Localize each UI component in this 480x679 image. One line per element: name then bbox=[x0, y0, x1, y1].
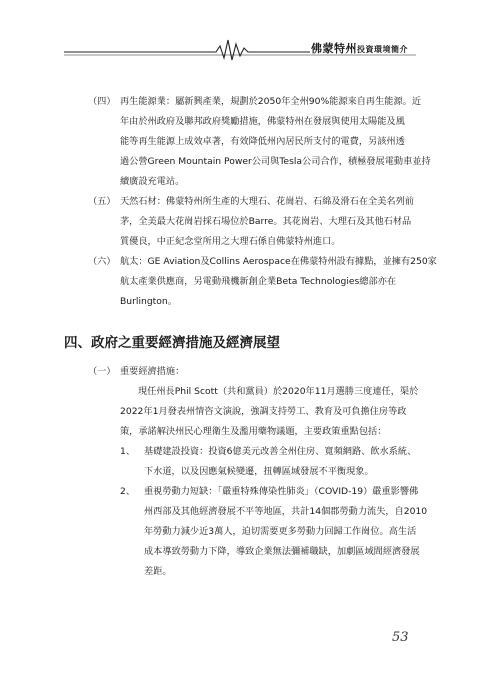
text-line: 茅，全美最大花崗岩採石場位於Barre。其花崗岩、大理石及其他石材品 bbox=[120, 216, 412, 227]
subsection-marker-1: （一） bbox=[88, 366, 116, 377]
text-line: 州西部及其他經濟發展不平等地區，共計14個郡勞動力流失，自2010 bbox=[144, 506, 428, 517]
section-marker-4: （四） bbox=[88, 96, 116, 107]
text-line: 策，承諾解決州民心理衛生及濫用藥物議題，主要政策重點包括： bbox=[120, 426, 387, 437]
header-title-main: 佛蒙特州 bbox=[311, 42, 357, 55]
header-title bbox=[311, 40, 408, 56]
section-marker-6: （六） bbox=[88, 256, 116, 267]
text-line: 基礎建設投資：投資6億美元改善全州住房、寬頻網路、飲水系統、 bbox=[144, 446, 417, 457]
chapter-heading: 四、政府之重要經濟措施及經濟展望 bbox=[64, 335, 280, 351]
header-title-sub: 投資環境簡介 bbox=[357, 45, 408, 54]
item-2-paragraph bbox=[144, 482, 427, 582]
section-4-paragraph bbox=[120, 92, 431, 192]
item-marker-1: 1、 bbox=[120, 446, 136, 457]
text-line: 下水道，以及因應氣候變遷，扭轉區域發展不平衡現象。 bbox=[144, 466, 374, 477]
text-line: 重視勞動力短缺：「嚴重特殊傳染性肺炎」（COVID-19）嚴重影響佛 bbox=[144, 486, 419, 497]
text-line: Burlington。 bbox=[120, 296, 177, 307]
text-line: 過公營Green Mountain Power公司與Tesla公司合作，積極發展電動車並持 bbox=[120, 156, 431, 167]
text-line: 年勞動力減少近3萬人，迫切需要更多勞動力回歸工作崗位。高生活 bbox=[144, 526, 417, 537]
page-number: 53 bbox=[392, 630, 409, 645]
text-line: 航太：GE Aviation及Collins Aerospace在佛蒙特州設有據點，並擁有250家 bbox=[120, 256, 437, 267]
text-line: 成本導致勞動力下降，導致企業無法彌補職缺，加劇區域間經濟發展 bbox=[144, 546, 420, 557]
text-line: 差距。 bbox=[144, 566, 172, 577]
text-line: 航太產業供應商，另電動飛機新創企業Beta Technologies總部亦在 bbox=[120, 276, 397, 287]
item-1-paragraph bbox=[144, 442, 416, 482]
text-line: 天然石材：佛蒙特州所生產的大理石、花崗岩、石綿及滑石在全美名列前 bbox=[120, 196, 414, 207]
running-header bbox=[64, 36, 416, 62]
section-5-paragraph bbox=[120, 192, 414, 252]
text-line: 質優良，中正紀念堂所用之大理石係自佛蒙特州進口。 bbox=[120, 236, 341, 247]
section-6-paragraph bbox=[120, 252, 437, 312]
subsection-intro-paragraph bbox=[120, 382, 418, 442]
item-marker-2: 2、 bbox=[120, 486, 136, 497]
text-line: 續廣設充電站。 bbox=[120, 176, 185, 187]
text-line: 2022年1月發表州情咨文演說，強調支持勞工、教育及可負擔住房等政 bbox=[120, 406, 407, 417]
text-line: 年由於州政府及聯邦政府獎勵措施，佛蒙特州在發展與使用太陽能及風 bbox=[120, 116, 405, 127]
section-marker-5: （五） bbox=[88, 196, 116, 207]
text-line: 能等再生能源上成效卓著，有效降低州內居民所支付的電費，另該州透 bbox=[120, 136, 405, 147]
text-line: 再生能源業：屬新興產業，規劃於2050年全州90%能源來自再生能源。近 bbox=[120, 96, 422, 107]
text-line: 現任州長Phil Scott（共和黨員）於2020年11月選勝三度連任，渠於 bbox=[138, 386, 419, 397]
subsection-title: 重要經濟措施： bbox=[120, 366, 185, 377]
